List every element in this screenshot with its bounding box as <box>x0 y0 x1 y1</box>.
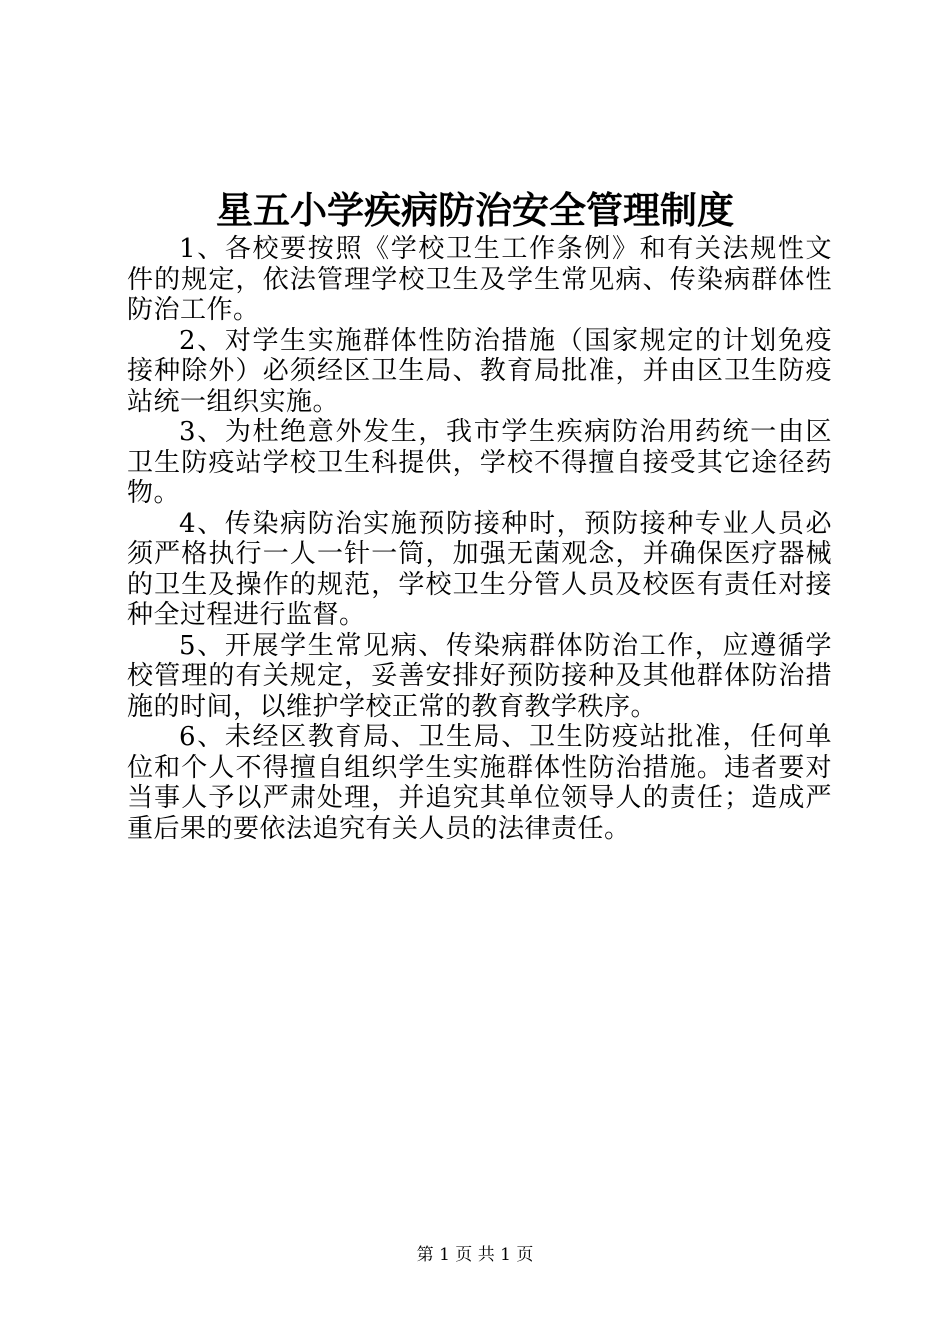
paragraph-4: 4、传染病防治实施预防接种时，预防接种专业人员必须严格执行一人一针一筒，加强无菌观念，并确保医疗器械的卫生及操作的规范，学校卫生分管人员及校医有责任对接种全过程进行监督。 <box>127 508 832 630</box>
paragraph-5: 5、开展学生常见病、传染病群体防治工作，应遵循学校管理的有关规定，妥善安排好预防接种及其他群体防治措施的时间，以维护学校正常的教育教学秩序。 <box>127 630 832 722</box>
document-body <box>127 234 832 844</box>
paragraph-1: 1、各校要按照《学校卫生工作条例》和有关法规性文件的规定，依法管理学校卫生及学生常见病、传染病群体性防治工作。 <box>127 234 832 325</box>
page-number-footer: 第 1 页 共 1 页 <box>416 1245 534 1265</box>
paragraph-6: 6、未经区教育局、卫生局、卫生防疫站批准，任何单位和个人不得擅自组织学生实施群体性防治措施。违者要对当事人予以严肃处理，并追究其单位领导人的责任；造成严重后果的要依法追究有关人员的法律责任。 <box>127 722 832 844</box>
document-title: 星五小学疾病防治安全管理制度 <box>216 188 734 232</box>
paragraph-2: 2、对学生实施群体性防治措施（国家规定的计划免疫接种除外）必须经区卫生局、教育局批准，并由区卫生防疫站统一组织实施。 <box>127 325 832 417</box>
paragraph-3: 3、为杜绝意外发生，我市学生疾病防治用药统一由区卫生防疫站学校卫生科提供，学校不得擅自接受其它途径药物。 <box>127 417 832 508</box>
